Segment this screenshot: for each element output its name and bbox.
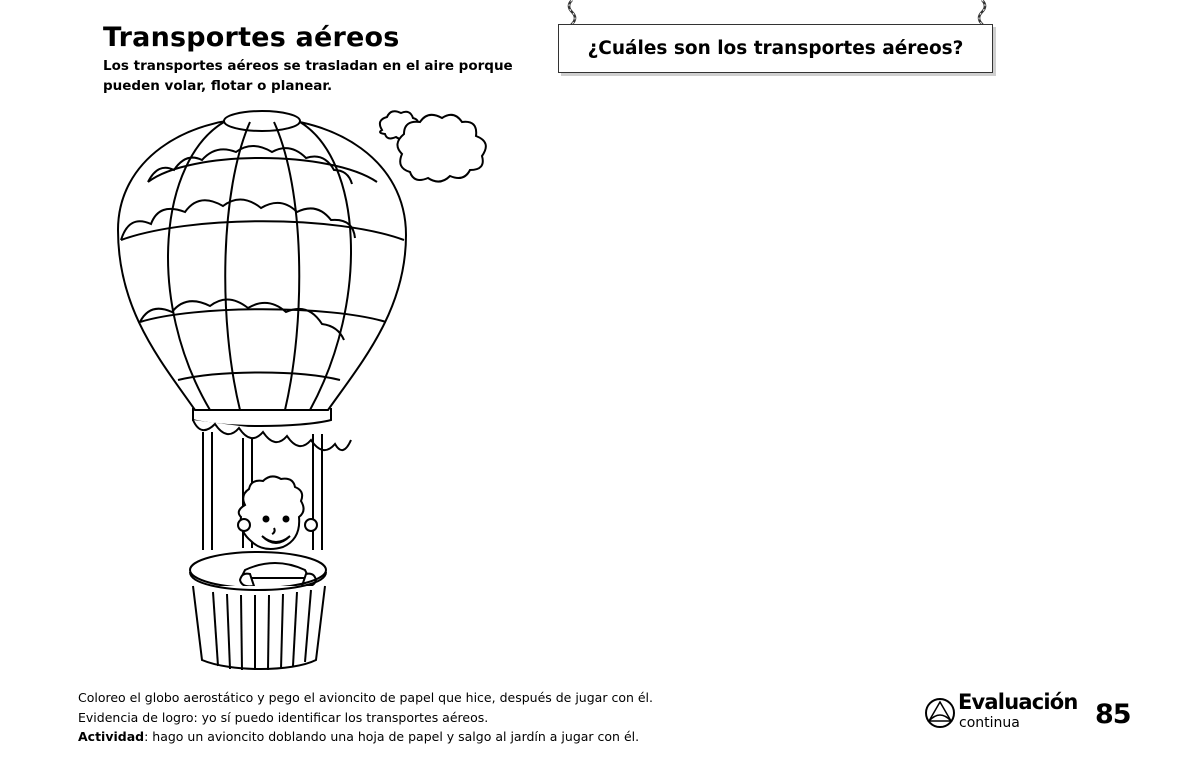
intro-text: Los transportes aéreos se trasladan en el aire porque pueden volar, flotar o planear. [103,58,513,94]
instructions [78,688,838,747]
logo-main-text: Evaluación [958,690,1078,714]
question-sign [558,24,993,73]
page-title: Transportes aéreos [103,22,400,53]
instruction-line-1: Coloreo el globo aerostático y pego el avioncito de papel que hice, después de jugar con él. [78,690,653,705]
activity-text: : hago un avioncito doblando una hoja de papel y salgo al jardín a jugar con él. [144,729,640,744]
balloon-icon [100,100,420,680]
boy-icon [238,476,317,586]
page-number: 85 [1095,699,1131,730]
instruction-line-2: Evidencia de logro: yo sí puedo identificar los transportes aéreos. [78,709,489,725]
instruction-line-3 [78,727,838,747]
activity-label: Actividad [78,729,145,744]
logo-sub-text: continua [959,715,1020,731]
evaluation-logo [924,690,1078,734]
question-text: ¿Cuáles son los transportes aéreos? [587,38,964,59]
triangle-circle-icon [924,697,956,729]
